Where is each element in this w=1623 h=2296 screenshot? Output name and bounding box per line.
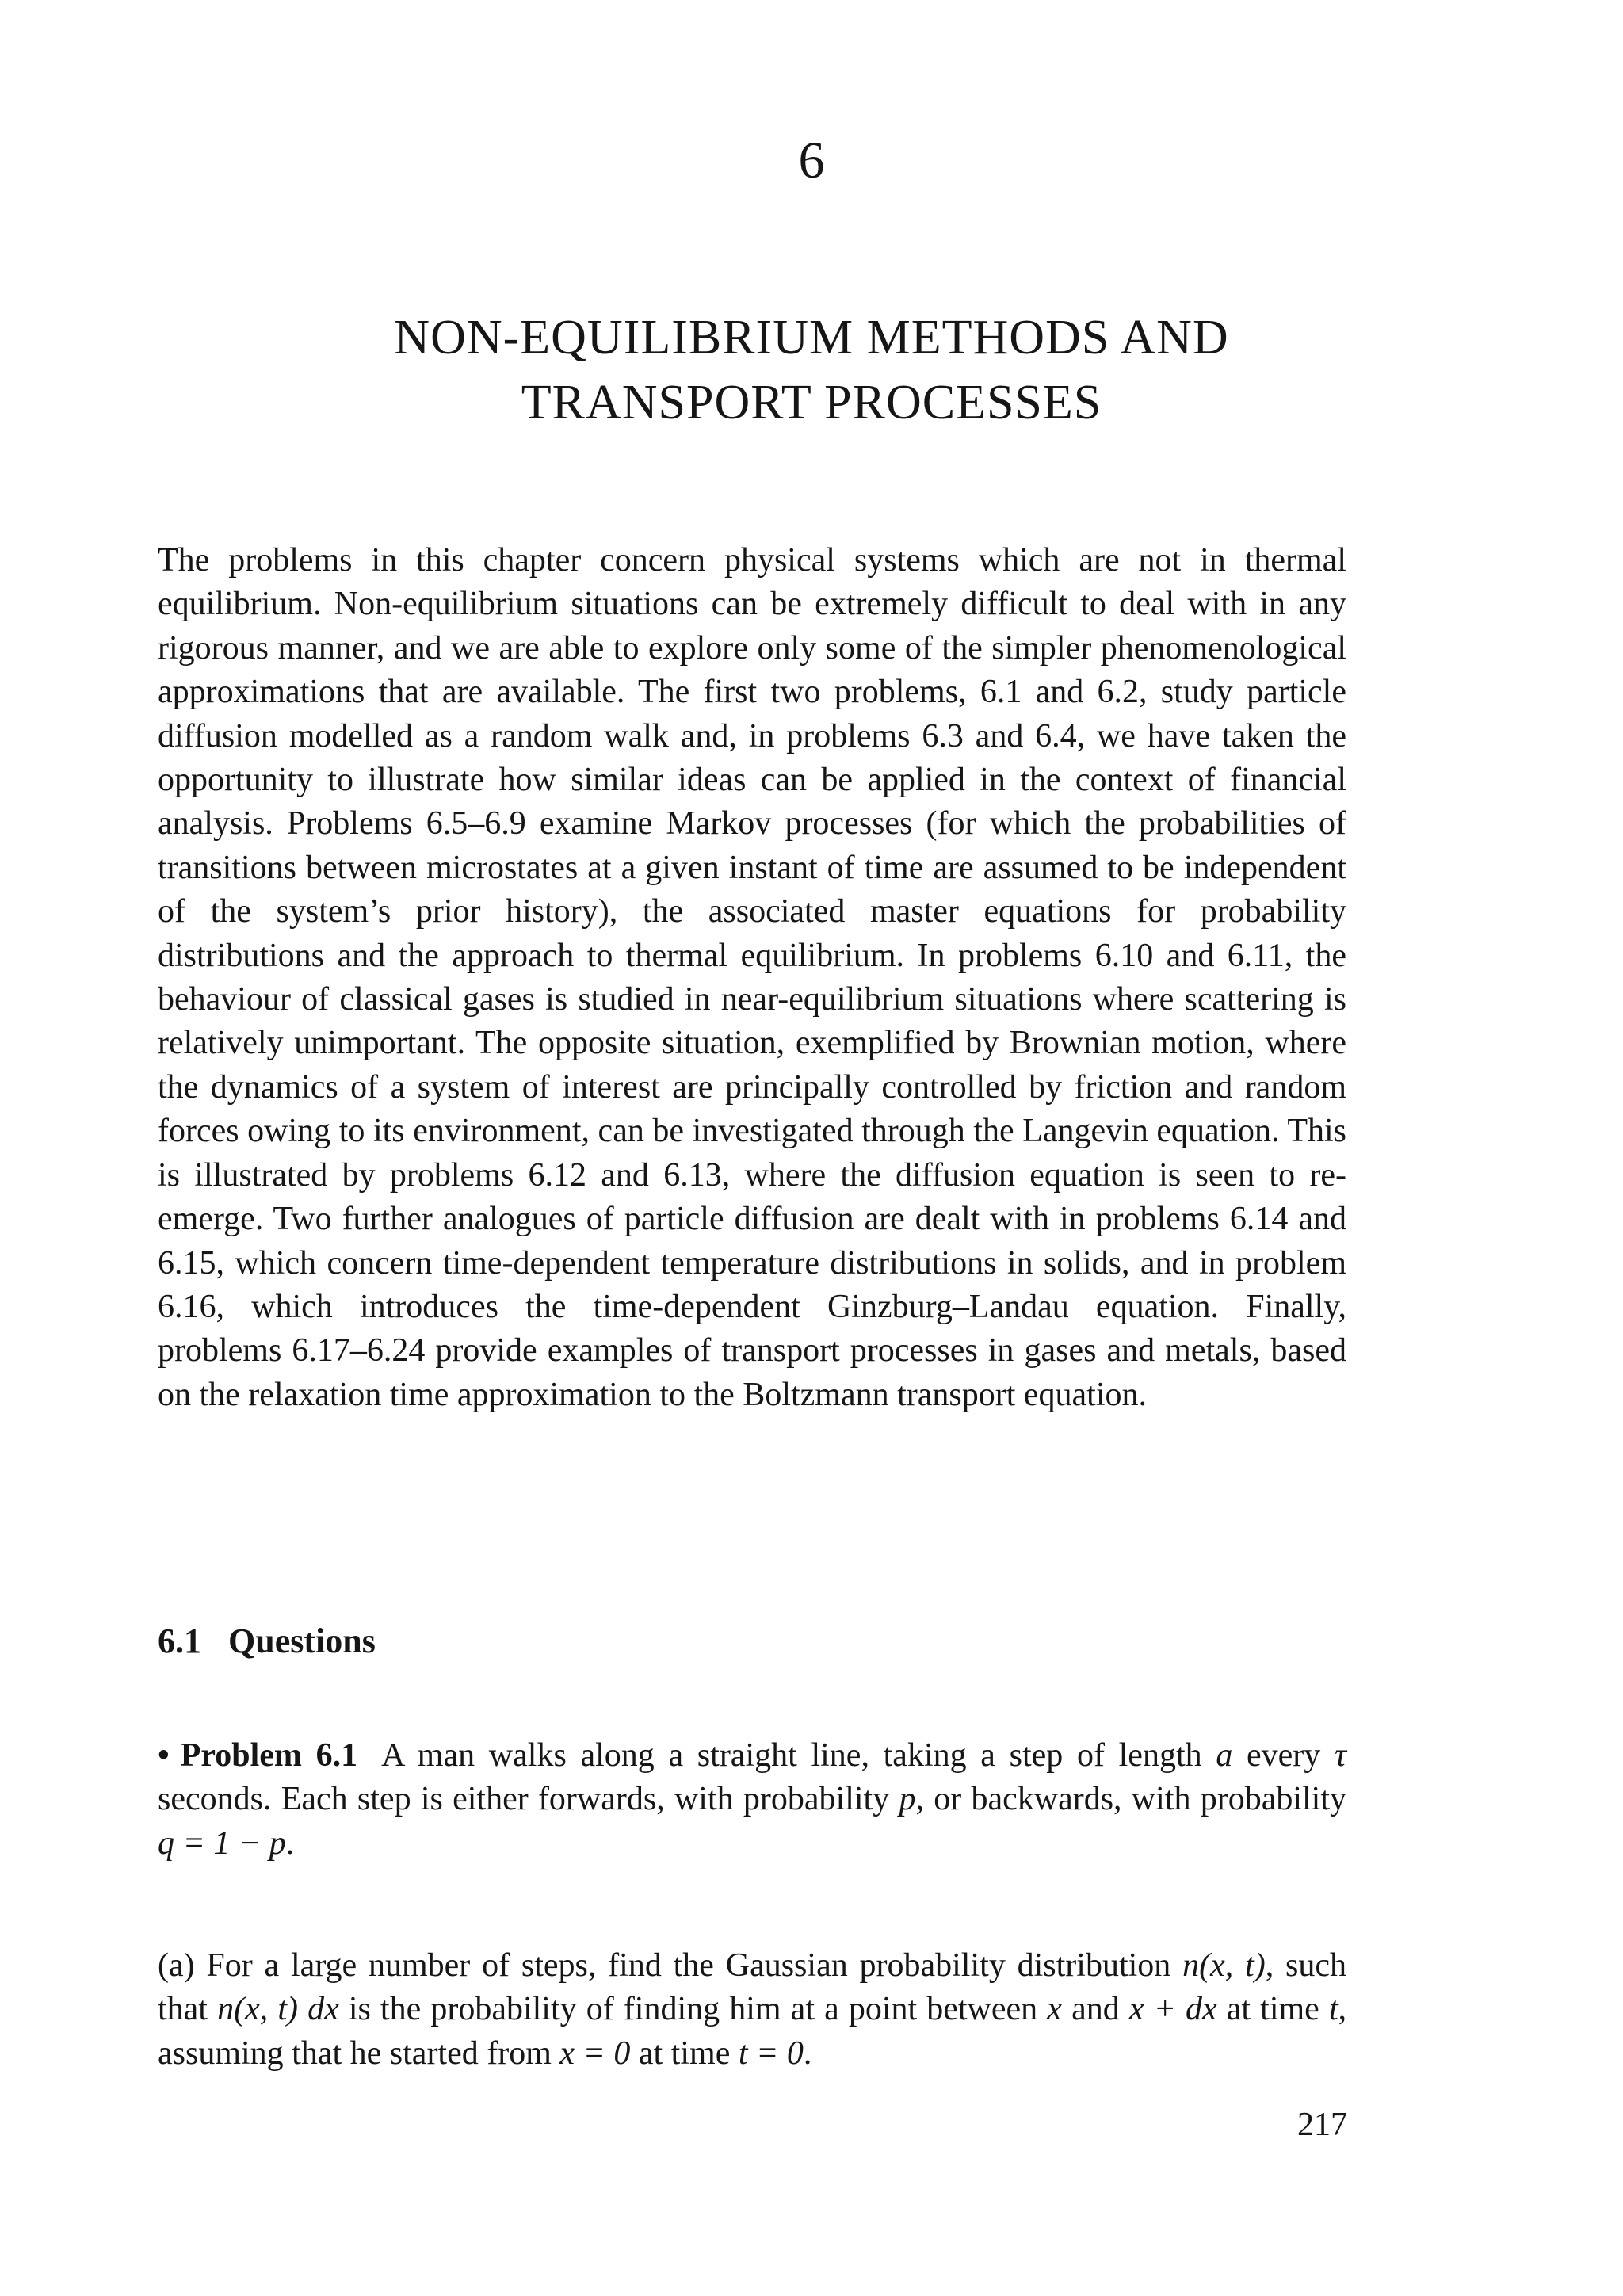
problem-text: A man walks along a straight line, taking a step of length — [381, 1737, 1202, 1774]
problem-label: Problem 6.1 — [180, 1737, 358, 1774]
math-equation-q: q = 1 − p — [158, 1824, 286, 1862]
part-text: , such that — [158, 1947, 1346, 2028]
math-var-p: p — [899, 1781, 916, 1818]
intro-paragraph: The problems in this chapter concern physical systems which are not in thermal equilibrium. Non-equilibrium situations can be extremely difficult to deal with in any rigorous manner, and we are able to explore only some of the simpler phenomenological approximations that are available. The first two problems, 6.1 and 6.2, study particle diffusion modelled as a random walk and, in problems 6.3 and 6.4, we have taken the opportunity to illustrate how similar ideas can be applied in the context of financial analysis. Problems 6.5–6.9 examine Markov processes (for which the probabilities of transitions between microstates at a given instant of time are assumed to be independent of the system’s prior history), the associated master equations for probability distributions and the approach to thermal equilibrium. In problems 6.10 and 6.11, the behaviour of classical gases is studied in near-equilibrium situations where scattering is relatively unimportant. The opposite situation, exemplified by Brownian motion, where the dynamics of a system of interest are principally controlled by friction and random forces owing to its environment, can be investigated through the Langevin equation. This is illustrated by problems 6.12 and 6.13, where the diffusion equation is seen to re-emerge. Two further analogues of particle diffusion are dealt with in problems 6.14 and 6.15, which concern time-dependent temperature distributions in solids, and in problem 6.16, which introduces the time-dependent Ginzburg–Landau equation. Finally, problems 6.17–6.24 provide examples of transport processes in gases and metals, based on the relaxation time approximation to the Boltzmann transport equation. — [158, 542, 1346, 1413]
problem-6-1 — [158, 1734, 1346, 1866]
part-text: at time — [1226, 1991, 1319, 2028]
section-title: Questions — [228, 1622, 376, 1660]
part-text: and — [1071, 1991, 1120, 2028]
math-var-tau: τ — [1334, 1737, 1347, 1774]
part-text: (a) For a large number of steps, find the Gaussian probability distribution — [158, 1947, 1171, 1984]
chapter-title-line-2: TRANSPORT PROCESSES — [521, 376, 1102, 430]
chapter-title — [0, 305, 1623, 435]
math-x-plus-dx: x + dx — [1128, 1991, 1217, 2028]
section-number: 6.1 — [158, 1622, 201, 1660]
problem-text: , or backwards, with probability — [915, 1781, 1347, 1818]
math-t-equals-0: t = 0 — [738, 2034, 804, 2072]
chapter-number: 6 — [798, 132, 825, 189]
problem-part-a — [158, 1944, 1346, 2076]
problem-text: . — [285, 1824, 295, 1862]
problem-text: seconds. Each step is either forwards, with probability — [158, 1781, 890, 1818]
chapter-title-line-1: NON-EQUILIBRIUM METHODS AND — [394, 311, 1229, 365]
part-text: , assuming that he started from — [158, 1991, 1347, 2072]
problem-text: every — [1247, 1737, 1321, 1774]
math-n-x-t-dx: n(x, t) dx — [217, 1991, 339, 2028]
part-text: is the probability of finding him at a point between — [348, 1991, 1038, 2028]
part-text: at time — [638, 2034, 731, 2072]
math-x: x — [1047, 1991, 1062, 2028]
section-heading — [158, 1621, 376, 1663]
bullet-icon: • — [158, 1737, 170, 1774]
math-var-a: a — [1216, 1737, 1233, 1774]
math-x-equals-0: x = 0 — [559, 2034, 631, 2072]
math-t: t — [1328, 1991, 1338, 2028]
page-number: 217 — [1297, 2107, 1347, 2143]
part-text: . — [803, 2034, 812, 2072]
math-n-x-t: n(x, t) — [1182, 1947, 1266, 1984]
